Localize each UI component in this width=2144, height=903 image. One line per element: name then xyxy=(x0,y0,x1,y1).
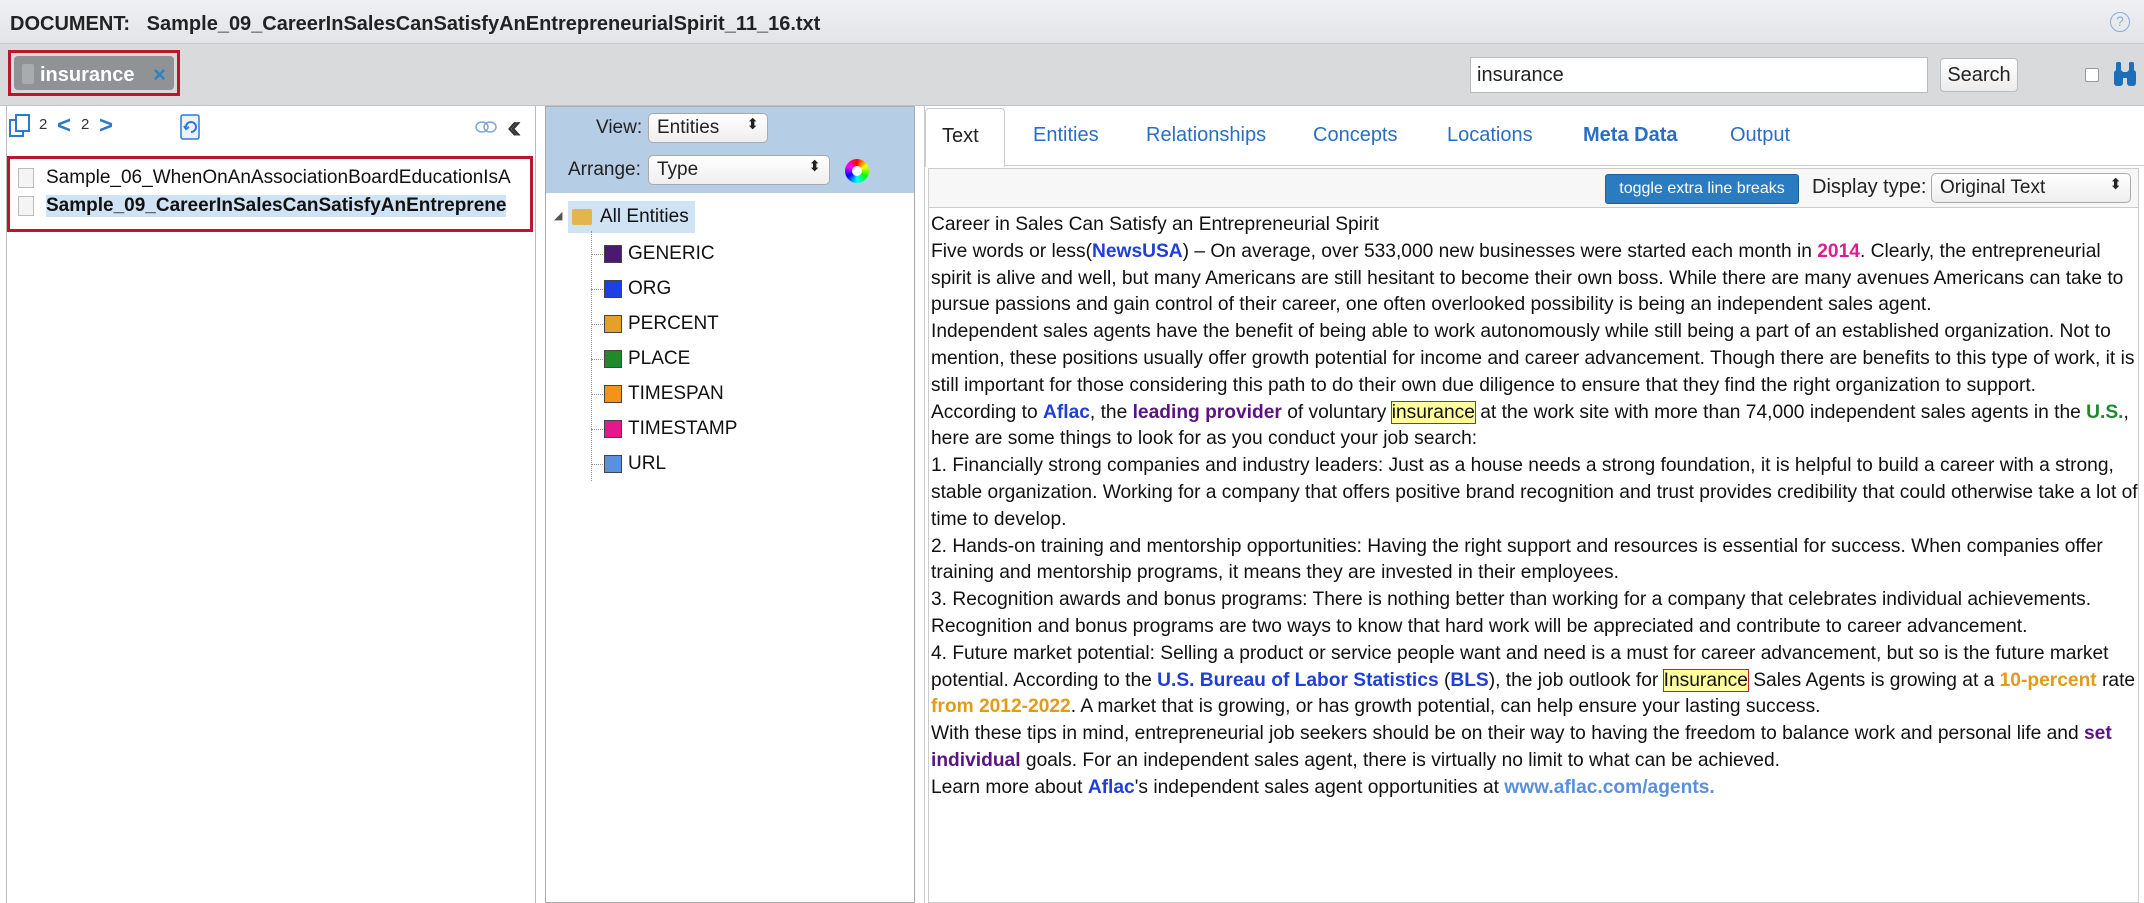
entity-timestamp[interactable]: 2014 xyxy=(1817,240,1860,262)
tab-bar xyxy=(925,106,2144,166)
documents-icon[interactable] xyxy=(9,114,31,138)
entity-panel xyxy=(545,106,915,903)
tree-expand-icon[interactable]: ◢ xyxy=(554,210,563,222)
color-swatch xyxy=(604,350,622,368)
tree-node-label: GENERIC xyxy=(628,243,715,264)
tree-node-label: TIMESTAMP xyxy=(628,418,738,439)
folder-icon xyxy=(572,209,592,225)
doc-paragraph xyxy=(931,775,2138,802)
select-arrows-icon: ⬍ xyxy=(808,158,821,175)
link-icon[interactable] xyxy=(475,120,497,134)
search-option-checkbox[interactable] xyxy=(2085,68,2099,82)
tab-meta-data[interactable]: Meta Data xyxy=(1583,124,1678,146)
display-type-select[interactable] xyxy=(1931,173,2131,203)
document-name: Sample_09_CareerInSalesCanSatisfyAnEntrepreneurialSpirit_11_16.txt xyxy=(146,13,821,35)
doc-paragraph: Independent sales agents have the benefit of being able to work autonomously while still being a part of an established organization. Not to mention, these positions usually offer growth potential for income and career advancement. Though there are benefits to this type of work, it is still important for those considering this path to do their own due diligence to ensure that they find the right organization to support. xyxy=(931,321,2135,396)
tree-root-label: All Entities xyxy=(600,206,689,227)
document-list-toolbar xyxy=(7,106,535,150)
doc-paragraph xyxy=(931,239,2138,319)
tab-output[interactable]: Output xyxy=(1730,124,1791,146)
doc-paragraph: 1. Financially strong companies and industry leaders: Just as a house needs a strong foundation, it is helpful to build a career with a strong, stable organization. Working for a company that offers positive brand recognition and trust provides credibility that could otherwise take a lot of time to develop. xyxy=(931,455,2138,530)
close-icon[interactable]: × xyxy=(153,62,166,87)
document-label: DOCUMENT: xyxy=(10,13,130,35)
search-input[interactable] xyxy=(1470,57,1928,93)
drag-handle-icon[interactable] xyxy=(22,64,34,84)
color-wheel-icon[interactable] xyxy=(845,159,869,183)
tree-line xyxy=(591,289,603,290)
entity-generic[interactable]: set individual xyxy=(931,723,2112,771)
toggle-line-breaks-button[interactable]: toggle extra line breaks xyxy=(1605,174,1799,204)
binoculars-icon[interactable] xyxy=(2112,60,2138,88)
file-icon xyxy=(18,168,34,188)
document-list xyxy=(7,156,533,232)
tree-node-timestamp[interactable] xyxy=(604,414,737,444)
collapse-panel-icon[interactable]: ‹‹ xyxy=(507,108,514,146)
tree-node-label: URL xyxy=(628,453,667,474)
doc-paragraph xyxy=(931,721,2138,775)
arrange-select-value: Type xyxy=(657,159,699,180)
document-count: 2 xyxy=(39,116,48,133)
entity-percent[interactable]: 10-percent xyxy=(1999,669,2097,691)
entity-place[interactable]: U.S. xyxy=(2086,401,2124,423)
select-arrows-icon: ⬍ xyxy=(746,116,759,133)
tree-node-percent[interactable] xyxy=(604,309,719,339)
text-run: Learn more about xyxy=(931,776,1088,798)
text-run: Five words or less( xyxy=(931,240,1092,262)
text-run: , the xyxy=(1089,401,1133,423)
text-run: of voluntary xyxy=(1281,401,1392,423)
color-swatch xyxy=(604,245,622,263)
text-run: 's independent sales agent opportunities at xyxy=(1134,776,1505,798)
tree-node-timespan[interactable] xyxy=(604,379,724,409)
doc-paragraph: 2. Hands-on training and mentorship opportunities: Having the right support and resources is essential for success. When companies offer training and mentorship programs, it means they are invested in their employees. xyxy=(931,535,2103,584)
text-run: rate xyxy=(2096,669,2136,691)
text-run: ), the job outlook for xyxy=(1488,669,1664,691)
refresh-document-icon[interactable] xyxy=(179,114,203,140)
tree-line xyxy=(591,324,603,325)
search-bar xyxy=(0,44,2144,106)
document-list-panel xyxy=(6,106,536,903)
text-run: Sales Agents is growing at a xyxy=(1747,669,2000,691)
display-type-label: Display type: xyxy=(1812,176,1927,198)
tree-line xyxy=(591,254,603,255)
entity-org[interactable]: NewsUSA xyxy=(1092,240,1183,262)
chevron-right-icon[interactable]: > xyxy=(99,112,114,139)
tree-line xyxy=(591,394,603,395)
text-run: . Clearly, the entrepreneurial spirit is alive and well, but many Americans are still hesitant to become their own boss. While there are many avenues Americans can take to pursue passions and gain control of their career, one often overlooked possibility is being an independent sales agent. xyxy=(931,240,2124,316)
document-title xyxy=(10,13,820,36)
list-item[interactable] xyxy=(18,164,530,192)
tab-locations[interactable]: Locations xyxy=(1447,124,1533,146)
tree-node-label: PLACE xyxy=(628,348,691,369)
tree-line xyxy=(591,359,603,360)
color-swatch xyxy=(604,385,622,403)
tree-line xyxy=(591,429,603,430)
text-run: at the work site with more than 74,000 independent sales agents in the xyxy=(1474,401,2087,423)
color-swatch xyxy=(604,280,622,298)
view-label: View: xyxy=(596,117,643,138)
entity-org[interactable]: Aflac xyxy=(1043,401,1090,423)
page-count: 2 xyxy=(81,116,90,133)
text-run: According to xyxy=(931,401,1043,423)
entity-org[interactable]: Aflac xyxy=(1087,776,1135,798)
doc-title: Career in Sales Can Satisfy an Entrepreneurial Spirit xyxy=(931,214,1379,235)
tree-node-place[interactable] xyxy=(604,344,690,374)
entity-generic[interactable]: leading provider xyxy=(1132,401,1282,423)
arrange-select[interactable] xyxy=(648,155,830,185)
entity-url[interactable]: www.aflac.com/agents. xyxy=(1504,776,1715,798)
arrange-label: Arrange: xyxy=(568,159,641,180)
doc-paragraph: 3. Recognition awards and bonus programs: There is nothing better than working for a company that celebrates individual achievements. Recognition and bonus programs are two ways to know that hard work will be appreciated and contribute to career advancement. xyxy=(931,589,2092,637)
color-swatch xyxy=(604,455,622,473)
tree-root-all-entities[interactable] xyxy=(568,201,695,233)
text-toolbar xyxy=(928,168,2139,208)
text-run: , here are some things to look for as you conduct your job search: xyxy=(931,401,2129,450)
search-highlight: insurance xyxy=(1391,401,1475,423)
document-item-name: Sample_06_WhenOnAnAssociationBoardEducationIsA xyxy=(46,167,511,188)
document-view-panel xyxy=(924,106,2144,903)
text-run: ( xyxy=(1438,669,1451,691)
text-run: ) – On average, over 533,000 new businesses were started each month in xyxy=(1182,240,1818,262)
chevron-left-icon[interactable]: < xyxy=(57,112,72,139)
entity-org[interactable]: U.S. Bureau of Labor Statistics xyxy=(1157,669,1439,691)
display-type-value: Original Text xyxy=(1940,177,2046,198)
tree-line xyxy=(591,231,592,481)
search-tag-label: insurance xyxy=(40,64,135,86)
doc-paragraph xyxy=(931,641,2138,721)
color-swatch xyxy=(604,315,622,333)
search-button[interactable]: Search xyxy=(1940,58,2018,92)
color-swatch xyxy=(604,420,622,438)
text-run: 4. Future market potential: Selling a product or service people want and need is a must for career advancement, but so is the future market potential. According to the xyxy=(931,642,2109,691)
entity-org[interactable]: BLS xyxy=(1450,669,1489,691)
tree-node-label: PERCENT xyxy=(628,313,719,334)
entity-timespan[interactable]: from 2012-2022 xyxy=(931,696,1071,718)
tree-node-url[interactable] xyxy=(604,449,666,479)
text-run: goals. For an independent sales agent, there is virtually no limit to what can be achieved. xyxy=(1020,749,1780,771)
search-tag[interactable] xyxy=(14,56,174,90)
document-text xyxy=(928,208,2139,903)
text-run: . A market that is growing, or has growth potential, can help ensure your lasting success. xyxy=(1070,696,1821,718)
view-select[interactable] xyxy=(648,113,768,143)
tree-node-label: TIMESPAN xyxy=(628,383,724,404)
doc-paragraph xyxy=(931,400,2138,454)
tab-relationships[interactable]: Relationships xyxy=(1146,124,1267,146)
help-icon[interactable]: ? xyxy=(2110,12,2130,32)
search-tag-container xyxy=(8,50,180,96)
tab-text[interactable]: Text xyxy=(925,108,1005,167)
list-item[interactable] xyxy=(18,192,530,220)
tree-node-org[interactable] xyxy=(604,274,671,304)
select-arrows-icon: ⬍ xyxy=(2109,176,2122,193)
tree-node-generic[interactable] xyxy=(604,239,715,269)
search-highlight: Insurance xyxy=(1663,669,1748,691)
document-item-name: Sample_09_CareerInSalesCanSatisfyAnEntreprene xyxy=(46,195,507,216)
text-run: With these tips in mind, entrepreneurial job seekers should be on their way to having the freedom to balance work and personal life and xyxy=(931,723,2084,745)
tab-concepts[interactable]: Concepts xyxy=(1313,124,1398,146)
tree-node-label: ORG xyxy=(628,278,672,299)
view-select-value: Entities xyxy=(657,117,720,138)
file-icon xyxy=(18,196,34,216)
document-title-bar xyxy=(0,0,2144,44)
entity-panel-header xyxy=(546,107,914,193)
tab-entities[interactable]: Entities xyxy=(1033,124,1099,146)
tree-line xyxy=(591,464,603,465)
